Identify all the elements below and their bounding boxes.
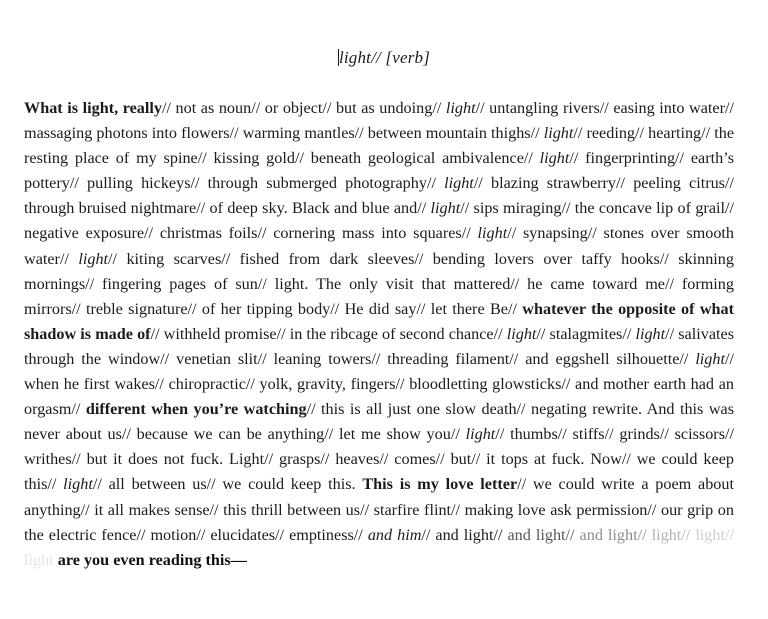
poem-text: // and light// [421,525,508,544]
poem-text: // synapsing// stones over smooth water// [24,224,734,268]
poem-phrase-bold: whatever the opposite of what shadow is made of [24,299,734,343]
poem-text: // when he first wakes// chiropractic// yolk, gravity, fingers// bloodletting glowsticks// and mother earth had an orgasm// [24,349,734,419]
poem-word-light: light [506,324,537,343]
poem-fade-3: light// [651,525,696,544]
poem-text: // salivates through the window// venetian slit// leaning towers// threading filament// and eggshell silhouette// [24,324,735,368]
poem-text: // thumbs// stiffs// grinds// scissors// writhes// but it does not fuck. Light// grasps// heaves// comes// but// it tops at fuck. Now// we could keep this// [24,425,734,494]
poem-fade-1: and light// [507,525,580,544]
poem-word-light: light [543,124,574,143]
poem-text: // withheld promise// in the ribcage of second chance// [150,324,507,343]
poem-text: // blazing strawberry// peeling citrus// through bruised nightmare// of deep sky. Black and blue and// [24,174,734,218]
poem-word-light: light [63,475,93,494]
poem-fade-5: light [24,550,58,569]
poem-text: // untangling rivers// easing into water// massaging photons into flowers// warming mantles// between mountain thighs// [24,99,734,143]
poem-fade-4: light// [695,525,734,544]
poem-text: // kiting scarves// fished from dark sleeves// bending lovers over taffy hooks// skinning mornings// fingering pages of sun// light. The only visit that mattered// he came toward me// forming mirrors// treble signature// of her tipping body// He did say// let there Be// [24,249,734,318]
poem-fade-2: and light// [579,525,652,544]
poem-title-text: light// [verb] [338,48,431,67]
poem-word-light: light [695,349,725,368]
poem-text: // sips miraging// the concave lip of grail// negative exposure// christmas foils// cornering mass into squares// [24,199,734,243]
poem-text: // all between us// we could keep this. [92,475,363,494]
poem-word-light: light [635,324,666,343]
poem-phrase-bold: This is my love letter [362,475,518,494]
poem-text: // stalagmites// [536,324,636,343]
poem-word-light: light [445,99,476,117]
poem-text: // not as noun// or object// but as undoing// [161,99,446,117]
poem-phrase-bold: different when you’re watching [85,400,307,419]
poem-text: // we could write a poem about anything// it all makes sense// this thrill between us// starfire flint// making love ask permission// our grip on the electric fence// motion// elucidates// emptiness// [24,475,734,544]
poem-text: // reeding// hearting// the resting place of my spine// kissing gold// beneath geological ambivalence// [24,124,735,168]
poem-ending: are you even reading this— [57,550,247,569]
poem-phrase-italic: and him [367,525,422,544]
poem-text: // this is all just one slow death// negating rewrite. And this was never about us// because we can be anything// let me show you// [24,400,734,444]
poem-word-light: light [465,425,496,444]
poem-title [0,48,768,68]
poem-body [24,96,734,573]
poem-text: // fingerprinting// earth’s pottery// pulling hickeys// through submerged photography// [24,149,734,193]
poem-word-light: light [78,249,109,268]
poem-word-light: light [444,174,474,193]
poem-word-light: light [539,149,570,168]
poem-phrase-bold: What is light, really [24,99,162,117]
poem-word-light: light [430,199,461,218]
poem-word-light: light [477,224,508,243]
